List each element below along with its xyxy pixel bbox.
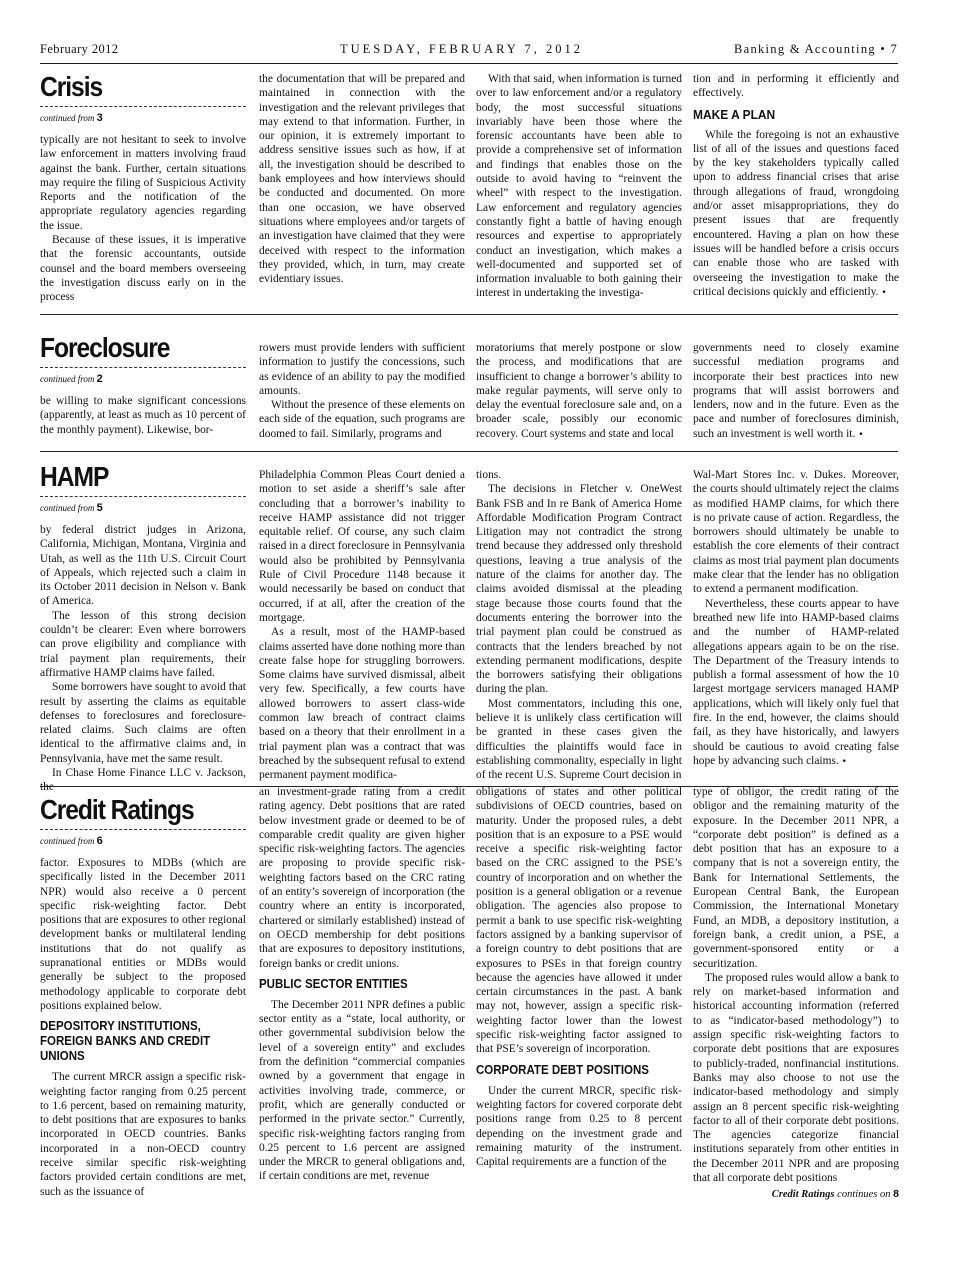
paragraph: As a result, most of the HAMP-based claims asserted have done nothing more than create false hope for struggling borrowers. Some claims have survived dismissal, albeit very few. Specifically, a few courts have allowed borrowers to assert class-wide common law breach of contract claims based on a theory that their enrollment in a trial payment plan was a contract that was breached by the subsequent refusal to extend permanent payment modifica- bbox=[259, 626, 465, 782]
header-section: Banking & Accounting • 7 bbox=[733, 42, 898, 56]
hamp-title: HAMP bbox=[40, 461, 109, 492]
paragraph: The December 2011 NPR defines a public sector entity as a “state, local authority, or other governmental subdivision below the level of a sovereign entity” and excludes from the definition “commercial companies owned by a government that engage in activities involving trade, commerce, or profit, which are generally conducted or performed in the private sector.” Currently, specific risk-weighting factors ranging from 0.25 percent to 1.6 percent are assigned under the MRCR to general obligations and, if certain conditions are met, revenue bbox=[259, 998, 465, 1183]
paragraph: tions. bbox=[476, 469, 502, 481]
paragraph: In Chase Home Finance LLC v. Jackson, the bbox=[40, 767, 246, 794]
subheading: CORPORATE DEBT POSITIONS bbox=[476, 1062, 649, 1077]
credit-col-2 bbox=[259, 785, 465, 1184]
paragraph: Because of these issues, it is imperative that the forensic accountants, outside counsel and the board members overseeing the investigation discuss early on in the process bbox=[40, 234, 246, 304]
credit-ratings-title: Credit Ratings bbox=[40, 794, 194, 825]
paragraph: The decisions in Fletcher v. OneWest Bank FSB and In re Bank of America Home Affordable Modification Program Contract Litigation may not contradict the strong trend because they addressed only threshold questions, leaving a true analysis of the nature of the claims for another day. The claims avoided dismissal at the pleading stage because those courts found that the documents entering the borrower into the trial payment plan could be construed as contracts that the lenders breached by not extending permanent modifications, despite the borrowers satisfying their obligations during the plan. bbox=[476, 483, 682, 696]
paragraph: an investment-grade rating from a credit rating agency. Debt positions that are rated below investment grade or deemed to be of comparable credit quality are given higher specific risk-weighting factors. The agencies are proposing to provide specific risk-weighting factors based on the CRC rating of an entity’s sovereign of incorporation (the country where an entity is incorporated, chartered or similarly established) instead of on OECD membership for debt positions that are exposures to depository institutions, foreign banks or credit unions. bbox=[259, 786, 465, 970]
continued-from: continued from 2 bbox=[40, 373, 103, 385]
paragraph: The lesson of this strong decision couldn’t be clearer: Even where borrowers can prove eligibility and compliance with trial payment plan requirements, their affirmative HAMP claims have failed. bbox=[40, 609, 246, 679]
foreclosure-col-2 bbox=[259, 341, 465, 441]
crisis-col-1 bbox=[40, 72, 246, 305]
paragraph: rowers must provide lenders with sufficient information to justify the concessions, such as evidence of an ability to pay the modified amounts. bbox=[259, 342, 465, 397]
paragraph: type of obligor, the credit rating of the obligor and the remaining maturity of the exposure. In the December 2011 NPR, a “corporate debt position” is defined as a debt position that has an exposure to a company that is not a sovereign entity, the Bank for International Settlements, the European Central Bank, the European Commission, the International Monetary Fund, an MDB, a depository institution, a foreign bank, a credit union, a PSE, a government-sponsored entity or a securitization. bbox=[693, 786, 899, 970]
subheading: DEPOSITORY INSTITUTIONS, FOREIGN BANKS AND CREDIT UNIONS bbox=[40, 1019, 211, 1064]
paragraph: Most commentators, including this one, believe it is unlikely class certification will be granted in these cases given the difficulties the plaintiffs would face in establishing commonality, especially in light of the recent U.S. Supreme Court decision in bbox=[476, 697, 682, 782]
subheading: MAKE A PLAN bbox=[693, 106, 776, 122]
divider bbox=[40, 829, 246, 830]
header-dateline: TUESDAY, FEBRUARY 7, 2012 bbox=[340, 42, 583, 56]
paragraph: obligations of states and other political subdivisions of OECD countries, based on maturity. Under the proposed rules, a debt position that is an exposure to a PSE would receive a specific risk-weighting factor based on the CRC assigned to the PSE’s country of incorporation and on whether the position is a general obligation or a revenue obligation. The agencies also propose to permit a bank to use specific risk-weighting factors assigned by a banking supervisor of a foreign country to debt positions that are exposures to PSEs in that foreign country because the agencies have allowed it under certain circumstances in the past. A bank may not, however, assign a specific risk-weighting factor lower than the lowest specific risk-weighting factor assigned to that PSE’s sovereign of incorporation. bbox=[476, 786, 682, 1056]
foreclosure-col-4 bbox=[693, 341, 899, 442]
paragraph: factor. Exposures to MDBs (which are specifically listed in the December 2011 NPR) would also receive a 0 percent specific risk-weighting factor. Debt positions that are exposures to other regional development banks or multilateral lending institutions that do not qualify as supranational entities or MDBs would generally be subject to the proposed methodology applicable to corporate debt positions explained below. bbox=[40, 857, 246, 1012]
paragraph: Nevertheless, these courts appear to have breathed new life into HAMP-based claims and the number of HAMP-related allegations appears again to be on the rise. The Department of the Treasury intends to publish a formal assessment of how the 10 largest mortgage servicers managed HAMP applications, which will likely only fuel that fire. In the end, however, the claims should fail, as they have historically, and lawyers should be cautious to avoid creating false hope by advancing such claims. • bbox=[693, 597, 899, 767]
crisis-col-3 bbox=[476, 72, 682, 301]
section-rule bbox=[40, 314, 898, 315]
hamp-col-2 bbox=[259, 468, 465, 783]
jump-line: Credit Ratings continues on 8 bbox=[771, 1188, 899, 1201]
credit-col-1 bbox=[40, 795, 246, 1199]
paragraph: Without the presence of these elements on each side of the equation, such programs are doomed to fail. Similarly, programs and bbox=[259, 399, 465, 440]
crisis-title: Crisis bbox=[40, 71, 103, 102]
paragraph: by federal district judges in Arizona, California, Michigan, Montana, Virginia and Utah, as well as the 11th U.S. Circuit Court of Appeals, which rejected such a claim in its October 2011 decision in Nelson v. Bank of America. bbox=[40, 524, 246, 608]
subheading: PUBLIC SECTOR ENTITIES bbox=[259, 976, 408, 991]
page-header bbox=[40, 42, 898, 62]
end-mark: • bbox=[858, 429, 864, 440]
paragraph: be willing to make significant concessions (apparently, at least as much as 10 percent of the monthly payment). Likewise, bor- bbox=[40, 395, 246, 436]
paragraph: governments need to closely examine successful mediation programs and incorporate their best practices into new programs that will assist borrowers and lenders, now and in the future. Even as the pace and number of foreclosures diminish, such an investment is well worth it. • bbox=[693, 342, 899, 440]
continued-from: continued from 3 bbox=[40, 112, 103, 124]
credit-col-3 bbox=[476, 785, 682, 1169]
divider bbox=[40, 496, 246, 497]
paragraph: the documentation that will be prepared and maintained in connection with the investigation and the relevant privileges that may extend to that information. Further, in our opinion, it is extremely important to address sensitive issues such as how, if at all, the investigation should be described to bank employees and how interviews should be conducted and documented. On more than one occasion, we have observed situations where employees and/or targets of an investigation have claimed that they were deceived with respect to the information they provided, which, in turn, may create evidentiary issues. bbox=[259, 73, 465, 286]
paragraph: With that said, when information is turned over to law enforcement and/or a regulatory body, the most successful situations invariably have been those where the forensic accountants have been able to provide a comprehensive set of information and findings that enables those on the outside to avoid having to “reinvent the wheel” with respect to the investigation. Law enforcement and regulatory agencies constantly fight a battle of having enough resources and expertise to appropriately conduct an investigation, which makes a well-documented and supported set of information invaluable to both gaining their interest in undertaking the investiga- bbox=[476, 73, 682, 300]
paragraph: Philadelphia Common Pleas Court denied a motion to set aside a sheriff’s sale after concluding that a borrower’s inability to receive HAMP assistance did not trigger equitable relief. Of course, any such claim raised in a direct foreclosure in Pennsylvania would also be prohibited by Pennsylvania Rule of Civil Procedure 1148 because it would necessarily be based on conduct that occurred, if at all, after the creation of the mortgage. bbox=[259, 469, 465, 624]
crisis-col-2 bbox=[259, 72, 465, 286]
end-mark: • bbox=[841, 756, 847, 767]
hamp-col-1 bbox=[40, 462, 246, 795]
paragraph: Some borrowers have sought to avoid that result by asserting the claims as equitable defenses to foreclosures and foreclosure-related claims. Such claims are often identical to the affirmative claims and, in Pennsylvania, have met the same result. bbox=[40, 681, 246, 765]
foreclosure-col-3 bbox=[476, 341, 682, 441]
paragraph: The proposed rules would allow a bank to rely on market-based information and historical accounting information (referred to as “indicator-based methodology”) to assign specific risk-weighting factors to corporate debt positions that are exposures to publicly-traded, nonfinancial institutions. Banks may also choose to not use the indicator-based methodology and simply assign an 8 percent specific risk-weighting factor to all of their corporate debt positions. The agencies categorize financial institutions separately from other entities in the December 2011 NPR and are proposing that all corporate debt positions bbox=[693, 971, 899, 1185]
section-rule bbox=[40, 451, 898, 452]
paragraph: While the foregoing is not an exhaustive list of all of the issues and questions faced by the key stakeholders typically called upon to address financial crises that arise through allegations of fraud, wrongdoing and/or asset misappropriations, they do present issues that are frequently encountered. Having a plan on how these issues will be handled before a crisis occurs can enable those who are tasked with overseeing the investigation to make the critical decisions quickly and efficiently. • bbox=[693, 128, 899, 298]
paragraph: The current MRCR assign a specific risk-weighting factor ranging from 0.25 percent to 1.6 percent, based on remaining maturity, to debt positions that are exposures to banks incorporated in OECD countries. Banks incorporated in a non-OECD country receive similar specific risk-weighting factors provided certain conditions are met, such as the issuance of bbox=[40, 1071, 246, 1198]
continued-from: continued from 6 bbox=[40, 835, 103, 847]
paragraph: moratoriums that merely postpone or slow the process, and modifications that are insufficient to change a borrower’s ability to make regular payments, will serve only to delay the eventual foreclosure sale and, on a broader scale, possibly our economic recovery. Court systems and state and local bbox=[476, 342, 682, 440]
paragraph: Under the current MRCR, specific risk-weighting factors for covered corporate debt positions range from 0.25 to 8 percent depending on the investment grade and remaining maturity of the instrument. Capital requirements are a function of the bbox=[476, 1084, 682, 1169]
paragraph: Wal-Mart Stores Inc. v. Dukes. Moreover, the courts should ultimately reject the claims as modified HAMP claims, for which there is no private cause of action. Regardless, the borrowers should ultimately be unable to establish the core elements of their contract claims as most trial payment plan documents make clear that the lender has no obligation to extend a permanent modification. bbox=[693, 469, 899, 596]
paragraph: typically are not hesitant to seek to involve law enforcement in matters involving fraud against the bank. Further, certain situations may require the filing of Suspicious Activity Reports and the notification of the appropriate regulatory agencies regarding the issue. bbox=[40, 134, 246, 232]
header-date: February 2012 bbox=[40, 42, 119, 56]
crisis-col-4 bbox=[693, 72, 899, 300]
foreclosure-title: Foreclosure bbox=[40, 332, 170, 363]
end-mark: • bbox=[881, 287, 887, 298]
continued-from: continued from 5 bbox=[40, 502, 103, 514]
paragraph: tion and in performing it efficiently and effectively. bbox=[693, 73, 899, 100]
hamp-col-4 bbox=[693, 468, 899, 769]
divider bbox=[40, 106, 246, 107]
hamp-col-3 bbox=[476, 468, 682, 783]
header-rule bbox=[40, 63, 898, 64]
credit-col-4 bbox=[693, 785, 899, 1203]
foreclosure-col-1 bbox=[40, 333, 246, 437]
divider bbox=[40, 367, 246, 368]
